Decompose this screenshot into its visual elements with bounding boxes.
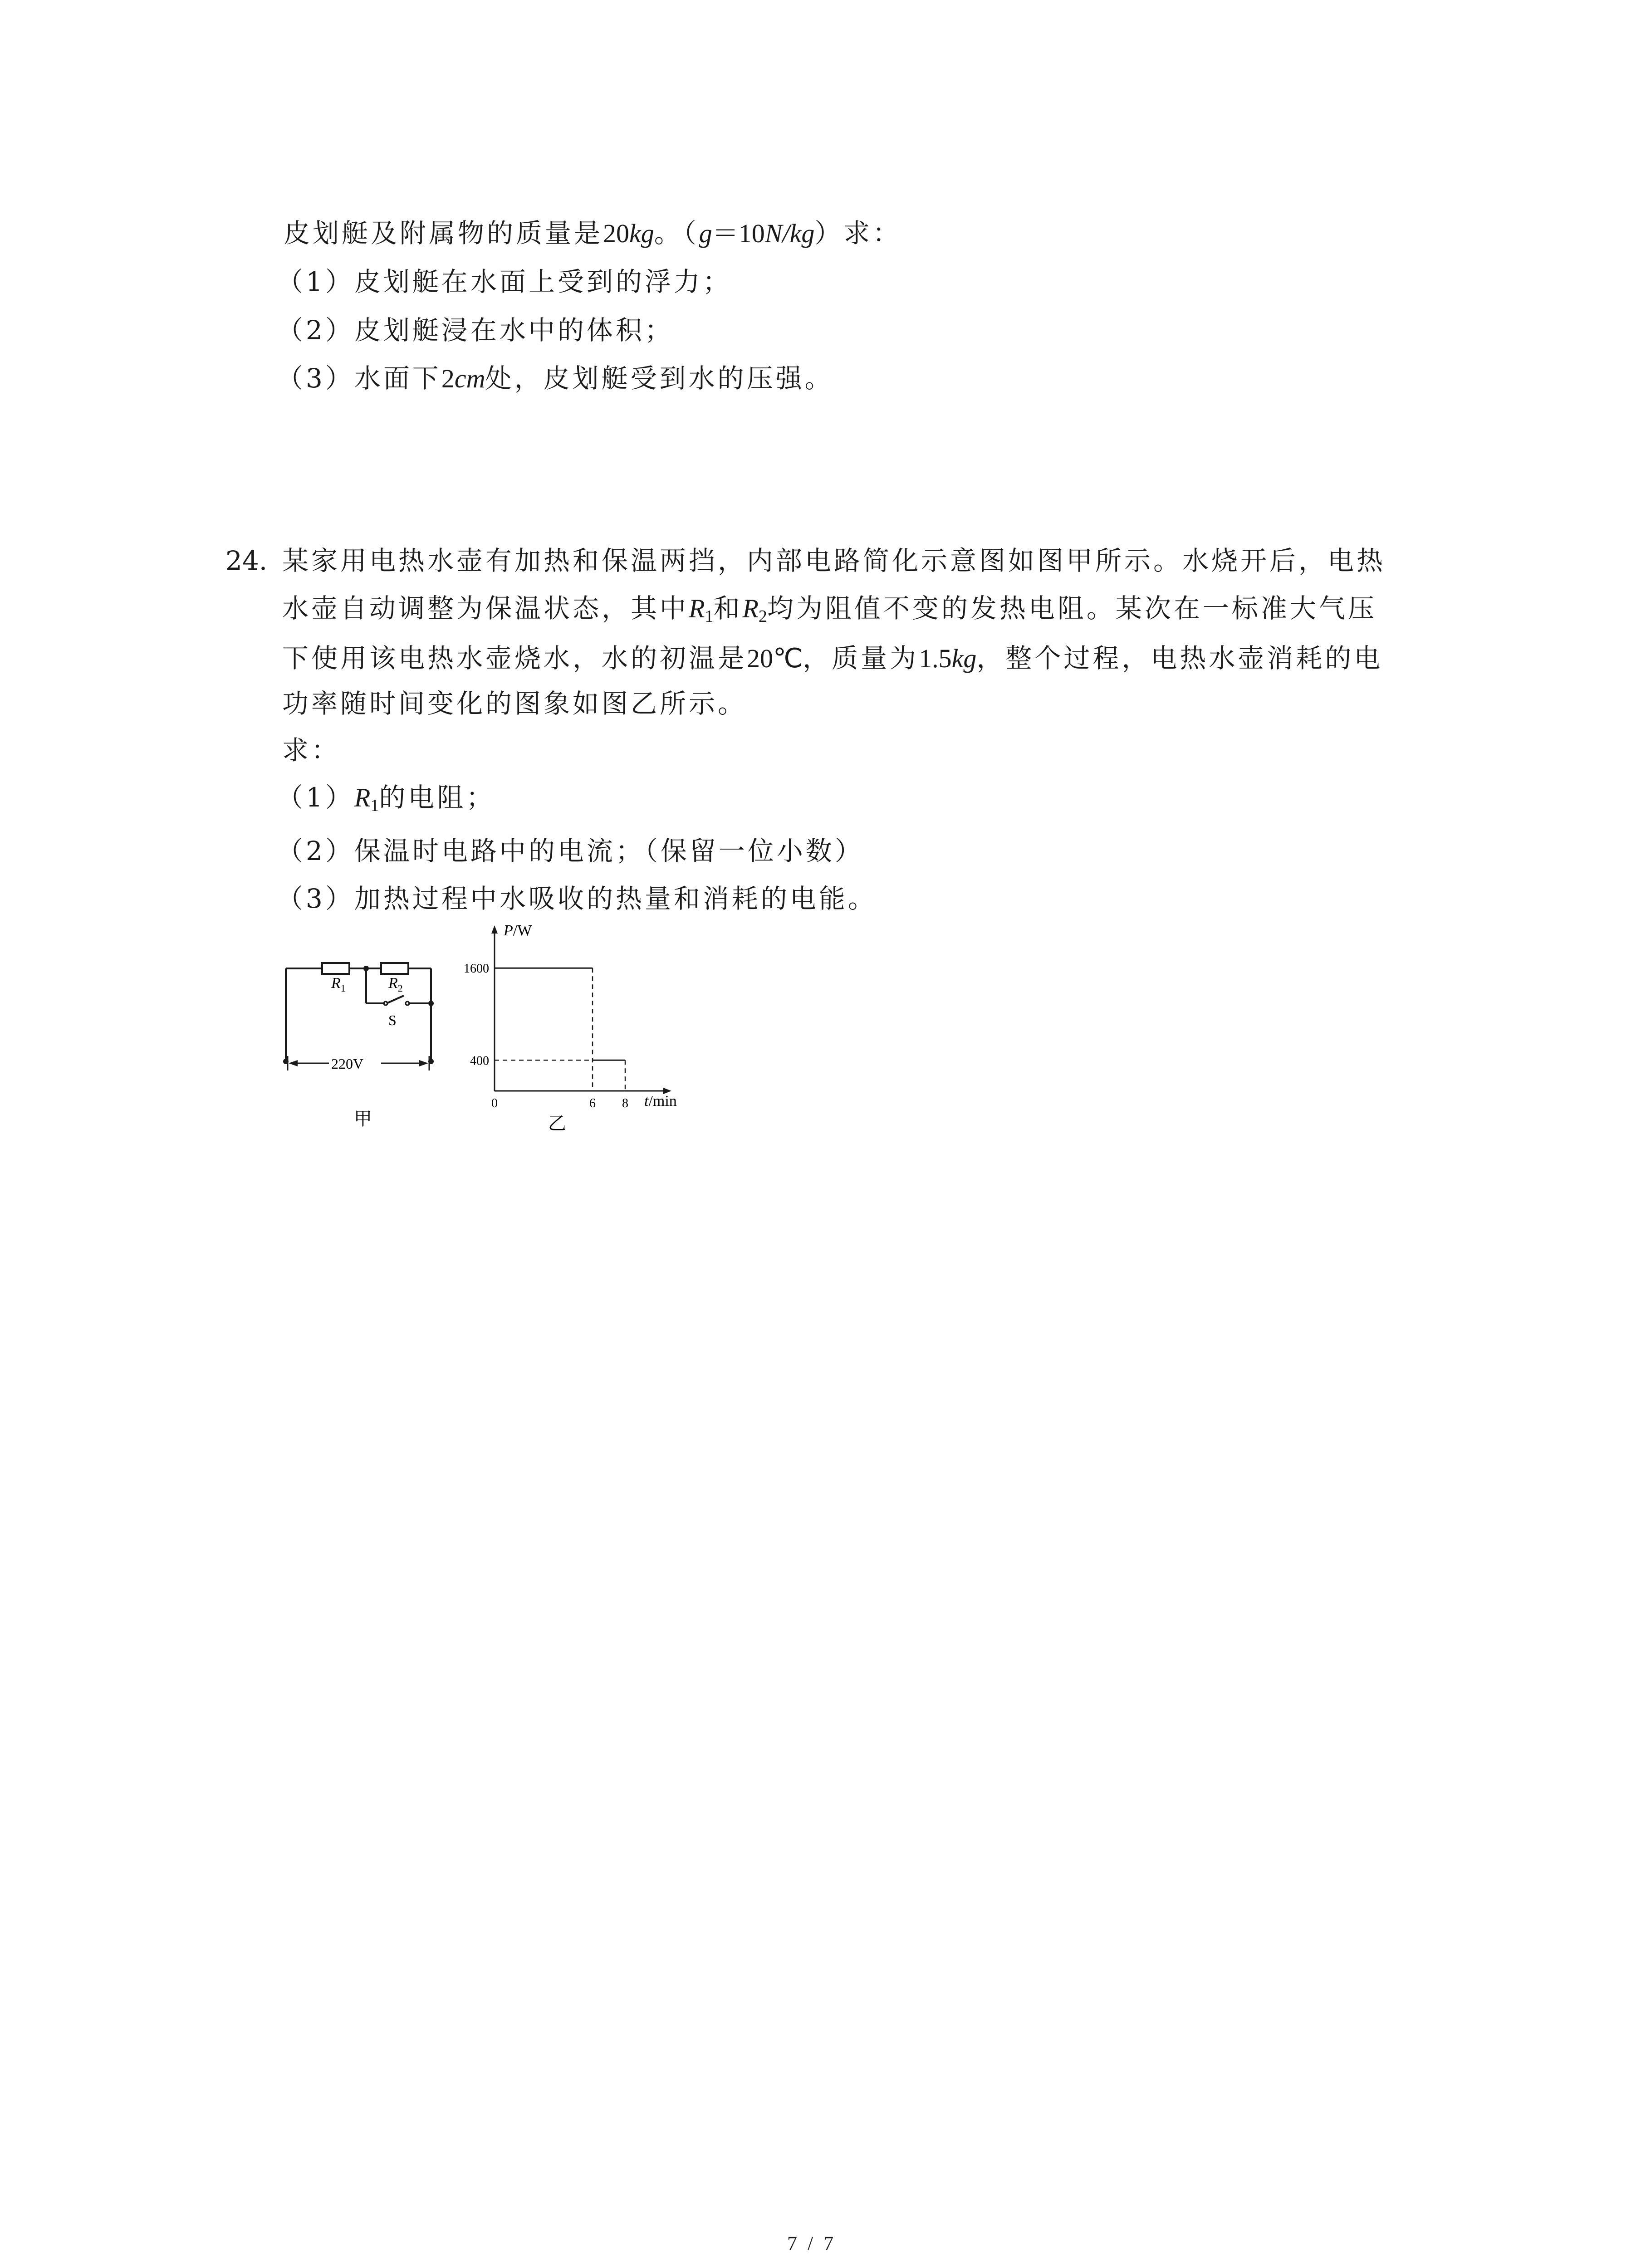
page-number: 7 / 7: [787, 2232, 837, 2254]
power-time-chart: [449, 916, 703, 1134]
q24-line4: 功率随时间变化的图象如图乙所示。: [282, 688, 747, 719]
circuit-caption: 甲: [354, 1109, 372, 1129]
resistor-r1: [322, 963, 349, 974]
q24-sub2: （2）保温时电路中的电流；（保留一位小数）: [277, 836, 864, 866]
y-tick-label-400: 400: [470, 1054, 489, 1068]
switch-s: [387, 996, 404, 1003]
y-axis-label: P/W: [504, 922, 532, 939]
q23-intro: 皮划艇及附属物的质量是20kg。（g＝10N/kg）求：: [284, 218, 902, 249]
x-tick-label-0: 0: [491, 1096, 498, 1110]
voltage-label: 220V: [331, 1056, 364, 1072]
q24-sub1: $(1)R_1$的电阻；: [277, 782, 495, 815]
q24-line3: 下使用该电热水壶烧水，水的初温是20℃，质量为1.5kg，整个过程，电热水壶消耗的电: [282, 643, 1383, 674]
q24-line2: 水壶自动调整为保温状态，其中$R_1$和$R_2$均为阻值不变的发热电阻。某次在一标准大气压: [282, 593, 1377, 626]
y-axis-arrow: [491, 925, 498, 934]
switch-label: S: [388, 1012, 397, 1028]
circuit-diagram: [272, 943, 445, 1134]
resistor-r2: [381, 963, 408, 974]
r2-label: $R_2$: [388, 975, 403, 994]
chart-caption: 乙: [548, 1113, 566, 1134]
q23-sub3: （3）水面下2cm处，皮划艇受到水的压强。: [277, 363, 834, 394]
r1-label: $R_1$: [331, 975, 346, 994]
x-axis-label: t/min: [644, 1093, 677, 1110]
q23-sub1: （1）皮划艇在水面上受到的浮力；: [277, 266, 732, 297]
q23-sub2: （2）皮划艇浸在水中的体积；: [277, 315, 674, 346]
q24-number: 24.: [225, 545, 268, 576]
q24-ask: 求：: [282, 735, 341, 766]
q24-line1: 某家用电热水壶有加热和保温两挡，内部电路简化示意图如图甲所示。水烧开后，电热: [282, 545, 1386, 576]
q24-sub3: （3）加热过程中水吸收的热量和消耗的电能。: [277, 883, 877, 914]
x-tick-label-6: 6: [589, 1096, 596, 1110]
y-tick-label-1600: 1600: [464, 962, 489, 976]
x-tick-label-8: 8: [622, 1096, 628, 1110]
